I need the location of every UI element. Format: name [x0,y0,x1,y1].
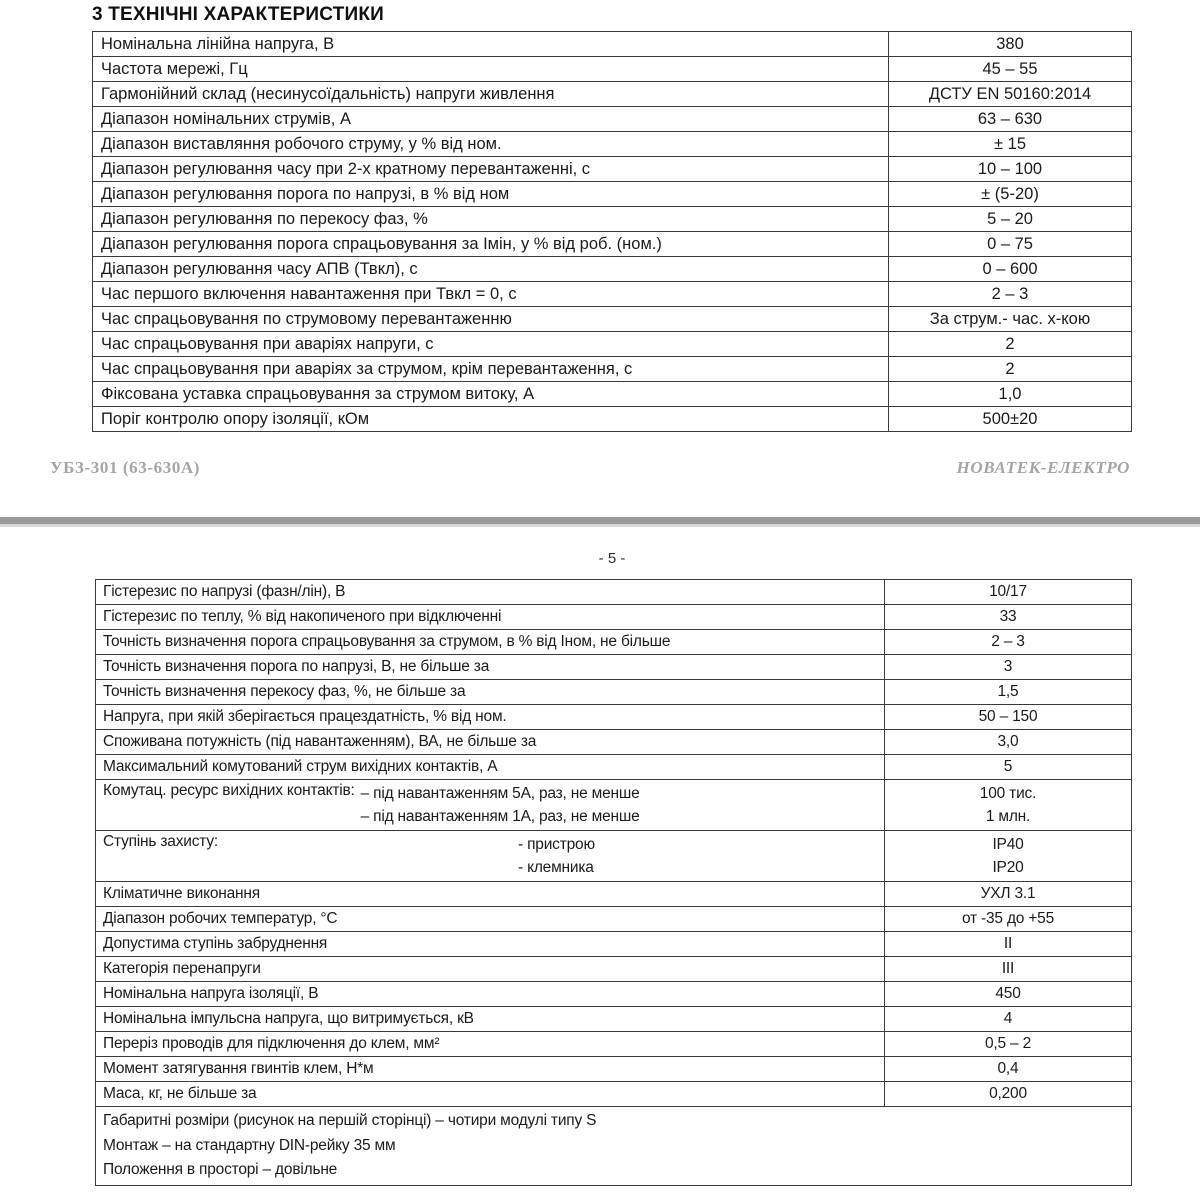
value-cell: 5 – 20 [889,207,1132,232]
value-cell: 380 [889,32,1132,57]
param-subitem: – під навантаженням 1А, раз, не менше [360,808,640,825]
table-row [96,1032,1132,1057]
value-cell: 2 [889,357,1132,382]
value-cell: II [885,932,1132,957]
value-cell: 33 [885,605,1132,630]
value-cell: УХЛ 3.1 [885,882,1132,907]
param-cell: Номінальна імпульсна напруга, що витримується, кВ [96,1007,885,1032]
param-cell: Споживана потужність (під навантаженням), ВА, не більше за [96,730,885,755]
table-row [93,382,1132,407]
param-cell: Діапазон номінальних струмів, А [93,107,889,132]
table-row [93,307,1132,332]
value-cell: За струм.- час. х-кою [889,307,1132,332]
value-line: IP40 [992,836,1024,853]
param-subitem: - клемника [518,859,594,876]
table-row [93,32,1132,57]
param-cell: Фіксована уставка спрацьовування за струмом витоку, А [93,382,889,407]
table-row [96,882,1132,907]
value-cell: 1,5 [885,680,1132,705]
orientation-line: Положення в просторі – довільне [103,1161,338,1178]
param-cell: Напруга, при якій зберігається працездатність, % від ном. [96,705,885,730]
param-cell: Гармонійний склад (несинусоїдальність) напруги живлення [93,82,889,107]
value-cell: 0,4 [885,1057,1132,1082]
table-row [96,907,1132,932]
param-cell: Діапазон виставляння робочого струму, у % від ном. [93,132,889,157]
param-cell [96,831,885,882]
param-cell: Максимальний комутований струм вихідних контактів, А [96,755,885,780]
param-cell: Категорія перенапруги [96,957,885,982]
param-cell: Поріг контролю опору ізоляції, кОм [93,407,889,432]
value-cell: 5 [885,755,1132,780]
dimension-line: Габаритні розміри (рисунок на першій сторінці) – чотири модулі типу S [103,1112,597,1129]
value-cell: 0,200 [885,1082,1132,1107]
param-cell: Точність визначення перекосу фаз, %, не більше за [96,680,885,705]
param-cell: Гістерезис по теплу, % від накопиченого при відключенні [96,605,885,630]
page-break-divider [0,517,1200,524]
value-cell: 1,0 [889,382,1132,407]
table-row [93,57,1132,82]
param-cell: Кліматичне виконання [96,882,885,907]
table-row [96,1007,1132,1032]
table-row [93,107,1132,132]
param-cell: Точність визначення порога спрацьовування за струмом, в % від Іном, не більше [96,630,885,655]
value-line: 100 тис. [979,785,1037,802]
table-row [93,82,1132,107]
param-cell: Допустима ступінь забруднення [96,932,885,957]
table-row [93,407,1132,432]
param-cell: Час спрацьовування по струмовому перевантаженню [93,307,889,332]
param-cell: Діапазон робочих температур, °С [96,907,885,932]
table-row [93,232,1132,257]
value-cell: 450 [885,982,1132,1007]
param-cell: Діапазон регулювання часу АПВ (Твкл), с [93,257,889,282]
table-row [93,357,1132,382]
value-cell: 10/17 [885,580,1132,605]
param-cell: Маса, кг, не більше за [96,1082,885,1107]
value-cell: 2 – 3 [889,282,1132,307]
tech-spec-table-page5 [95,579,1132,1186]
param-cell: Частота мережі, Гц [93,57,889,82]
param-cell: Номінальна напруга ізоляції, В [96,982,885,1007]
value-cell: от -35 до +55 [885,907,1132,932]
page-number: - 5 - [598,550,626,567]
mounting-line: Монтаж – на стандартну DIN-рейку 35 мм [103,1136,396,1154]
param-cell: Час першого включення навантаження при Твкл = 0, с [93,282,889,307]
value-cell: 10 – 100 [889,157,1132,182]
param-cell: Час спрацьовування при аваріях напруги, с [93,332,889,357]
value-cell [885,780,1132,831]
value-cell: 63 – 630 [889,107,1132,132]
section-title: 3 ТЕХНІЧНІ ХАРАКТЕРИСТИКИ [92,4,384,25]
param-cell-fullwidth [96,1107,1132,1186]
table-row [96,957,1132,982]
value-cell: 3 [885,655,1132,680]
table-row [93,182,1132,207]
table-row [96,730,1132,755]
param-cell [96,780,885,831]
table-row [96,932,1132,957]
table-row [93,257,1132,282]
footer-device-model: УБЗ-301 (63-630А) [50,458,201,477]
value-cell: 4 [885,1007,1132,1032]
param-label: Ступінь захисту: [103,833,219,850]
value-cell: 3,0 [885,730,1132,755]
table-row [93,332,1132,357]
table-row-dimensions-mounting [96,1107,1132,1186]
table-row [96,605,1132,630]
param-cell: Момент затягування гвинтів клем, Н*м [96,1057,885,1082]
table-row [93,207,1132,232]
value-cell: ± 15 [889,132,1132,157]
param-subitem: – під навантаженням 5А, раз, не менше [360,785,640,802]
table-row [96,1057,1132,1082]
value-cell: 45 – 55 [889,57,1132,82]
value-cell: 0,5 – 2 [885,1032,1132,1057]
value-cell: 0 – 600 [889,257,1132,282]
table-row-protection-degree [96,831,1132,882]
table-row [96,982,1132,1007]
value-cell: ± (5-20) [889,182,1132,207]
table-row [96,630,1132,655]
param-subitem: - пристрою [518,836,595,853]
table-row [96,705,1132,730]
param-cell: Діапазон регулювання порога спрацьовування за Імін, у % від роб. (ном.) [93,232,889,257]
value-cell: 0 – 75 [889,232,1132,257]
table-row-switching-resource [96,780,1132,831]
value-cell: 2 [889,332,1132,357]
param-cell: Переріз проводів для підключення до клем, мм² [96,1032,885,1057]
footer-brand: НОВАТЕК-ЕЛЕКТРО [956,458,1130,477]
param-cell: Час спрацьовування при аваріях за струмом, крім перевантаження, с [93,357,889,382]
table-row [96,755,1132,780]
value-line: 1 млн. [985,808,1031,825]
param-cell: Точність визначення порога по напрузі, В, не більше за [96,655,885,680]
table-row [96,655,1132,680]
table-row [93,157,1132,182]
param-cell: Діапазон регулювання по перекосу фаз, % [93,207,889,232]
value-cell [885,831,1132,882]
param-cell: Діапазон регулювання часу при 2-х кратному перевантаженні, с [93,157,889,182]
value-cell: 500±20 [889,407,1132,432]
table-row [93,282,1132,307]
param-cell: Діапазон регулювання порога по напрузі, в % від ном [93,182,889,207]
value-cell: 2 – 3 [885,630,1132,655]
value-cell: 50 – 150 [885,705,1132,730]
param-cell: Гістерезис по напрузі (фазн/лін), В [96,580,885,605]
table-row [93,132,1132,157]
value-cell: III [885,957,1132,982]
table-row [96,580,1132,605]
value-cell: ДСТУ EN 50160:2014 [889,82,1132,107]
param-cell: Номінальна лінійна напруга, В [93,32,889,57]
param-label: Комутац. ресурс вихідних контактів: [103,782,355,799]
table-row [96,1082,1132,1107]
tech-spec-table-page4 [92,31,1132,432]
value-line: IP20 [992,859,1024,876]
table-row [96,680,1132,705]
